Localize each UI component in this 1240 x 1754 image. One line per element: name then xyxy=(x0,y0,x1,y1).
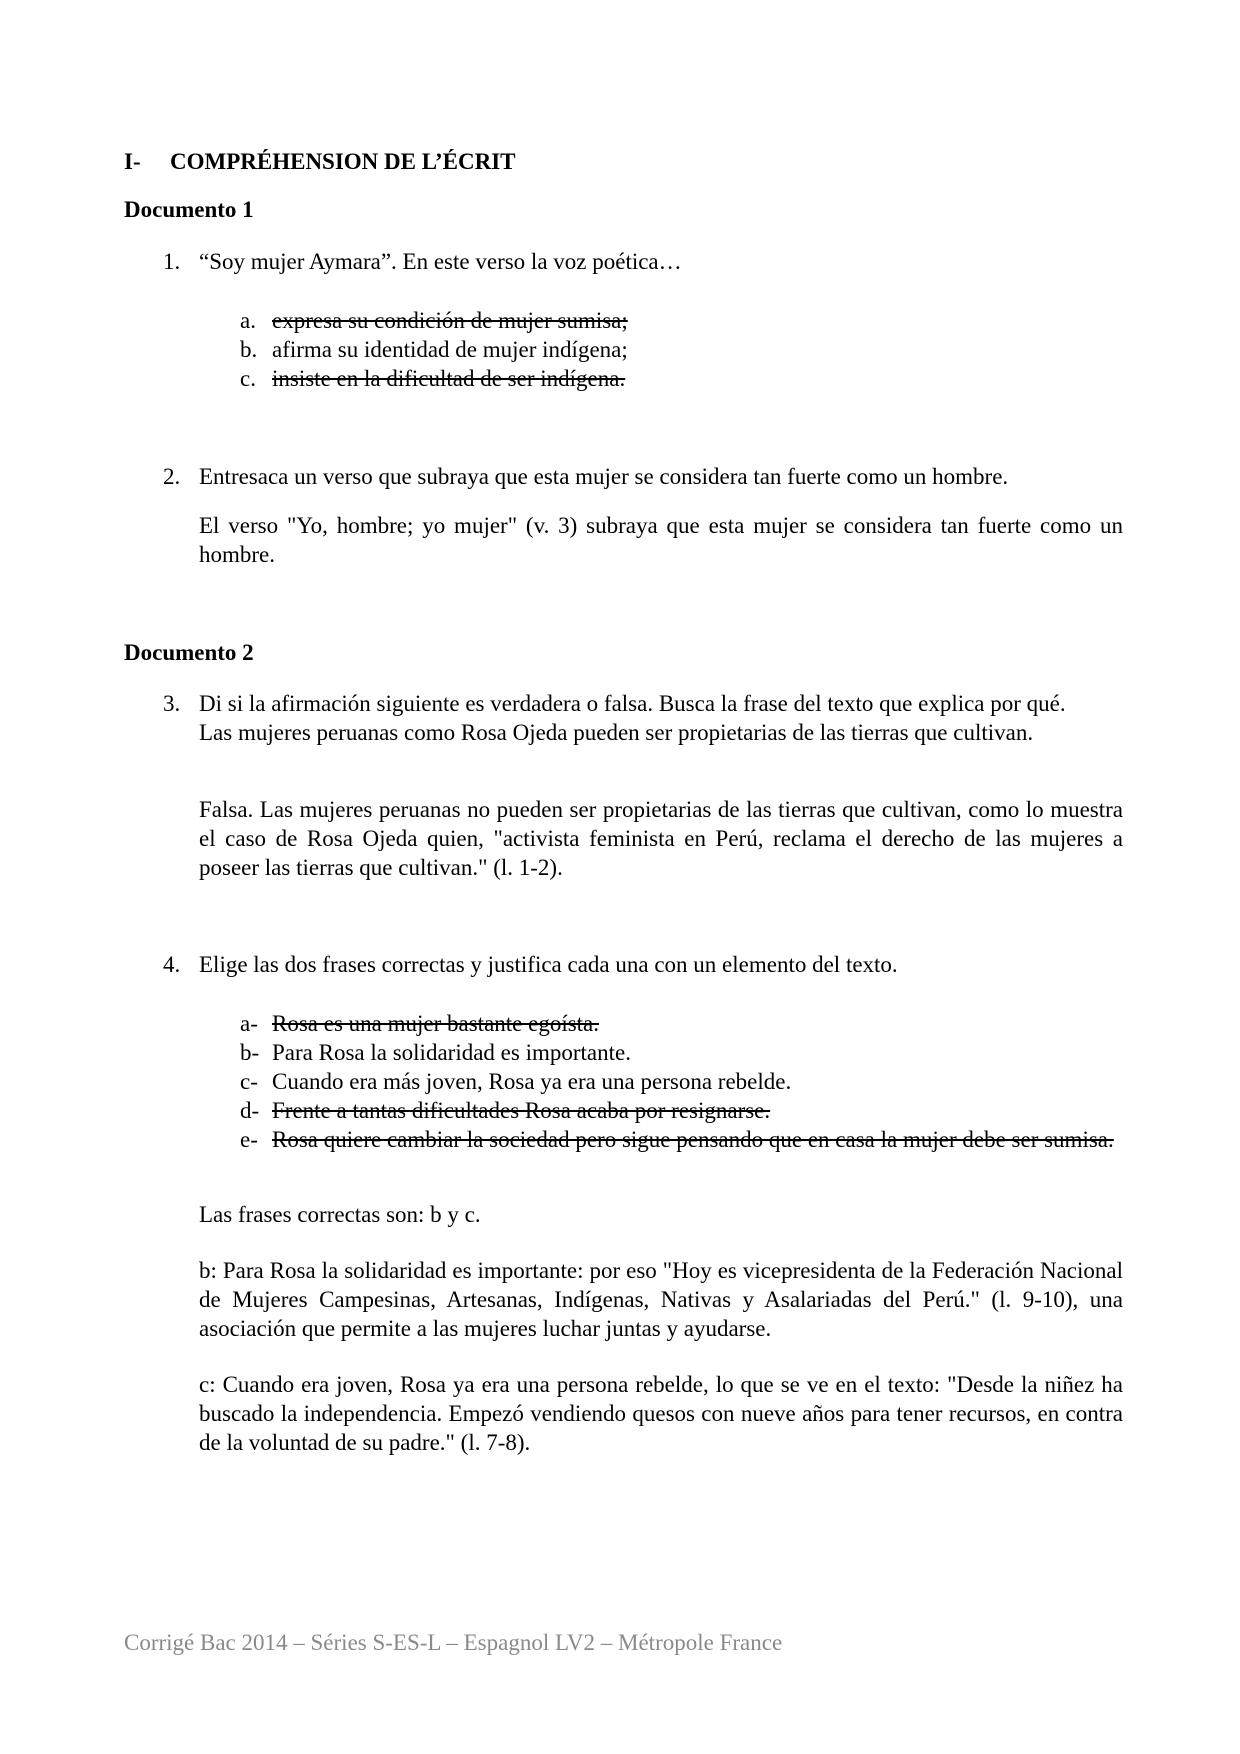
page-footer: Corrigé Bac 2014 – Séries S-ES-L – Espagnol LV2 – Métropole France xyxy=(124,1630,783,1655)
answer-4-b: b: Para Rosa la solidaridad es importante: por eso "Hoy es vicepresidenta de la Federación Nacional de Mujeres Campesinas, Artesanas, Indígenas, Nativas y Asalariadas del Perú." (l. 9-10), una asociación que permite a las mujeres luchar juntas y ayudarse. xyxy=(199,1258,1123,1341)
section-title xyxy=(124,149,515,175)
question-text: Di si la afirmación siguiente es verdadera o falsa. Busca la frase del texto que explica por qué. xyxy=(199,691,1066,716)
question-text: Entresaca un verso que subraya que esta mujer se considera tan fuerte como un hombre. xyxy=(199,464,1009,489)
answer-2: El verso "Yo, hombre; yo mujer" (v. 3) subraya que esta mujer se considera tan fuerte como un hombre. xyxy=(199,513,1123,567)
question-text: Elige las dos frases correctas y justifica cada una con un elemento del texto. xyxy=(199,952,898,977)
question-3 xyxy=(163,689,1123,747)
question-number: 4. xyxy=(163,952,181,977)
document-2-heading: Documento 2 xyxy=(124,640,254,665)
option-b: b- Para Rosa la solidaridad es importante. xyxy=(240,1040,631,1065)
question-4 xyxy=(163,950,1123,979)
document-1-heading: Documento 1 xyxy=(124,197,254,222)
question-number: 2. xyxy=(163,464,181,489)
question-1 xyxy=(163,247,1123,276)
question-number: 3. xyxy=(163,691,181,716)
option-b: b. afirma su identidad de mujer indígena; xyxy=(240,337,628,362)
section-number: I- xyxy=(124,149,141,174)
question-text: “Soy mujer Aymara”. En este verso la voz poética… xyxy=(199,249,682,274)
question-2 xyxy=(163,462,1123,491)
answer-4-c: c: Cuando era joven, Rosa ya era una persona rebelde, lo que se ve en el texto: "Desde la niñez ha buscado la independencia. Empezó vendiendo quesos con nueve años para tener recursos, en contra de la voluntad de su padre." (l. 7-8). xyxy=(199,1372,1123,1455)
question-number: 1. xyxy=(163,249,181,274)
option-a-struck: a- Rosa es una mujer bastante egoísta. xyxy=(240,1011,600,1036)
option-c-struck: c. insiste en la dificultad de ser indígena. xyxy=(240,366,626,391)
option-d-struck: d- Frente a tantas dificultades Rosa acaba por resignarse. xyxy=(240,1098,771,1123)
answer-4-intro: Las frases correctas son: b y c. xyxy=(199,1202,481,1227)
section-title-text: COMPRÉHENSION DE L’ÉCRIT xyxy=(170,149,516,174)
option-c: c- Cuando era más joven, Rosa ya era una persona rebelde. xyxy=(240,1069,792,1094)
option-e-struck: e- Rosa quiere cambiar la sociedad pero sigue pensando que en casa la mujer debe ser sumisa. xyxy=(240,1127,1114,1152)
question-statement: Las mujeres peruanas como Rosa Ojeda pueden ser propietarias de las tierras que cultivan. xyxy=(199,720,1034,745)
answer-3: Falsa. Las mujeres peruanas no pueden ser propietarias de las tierras que cultivan, como lo muestra el caso de Rosa Ojeda quien, "activista feminista en Perú, reclama el derecho de las mujeres a poseer las tierras que cultivan." (l. 1-2). xyxy=(199,797,1123,880)
option-a-struck: a. expresa su condición de mujer sumisa; xyxy=(240,308,628,333)
